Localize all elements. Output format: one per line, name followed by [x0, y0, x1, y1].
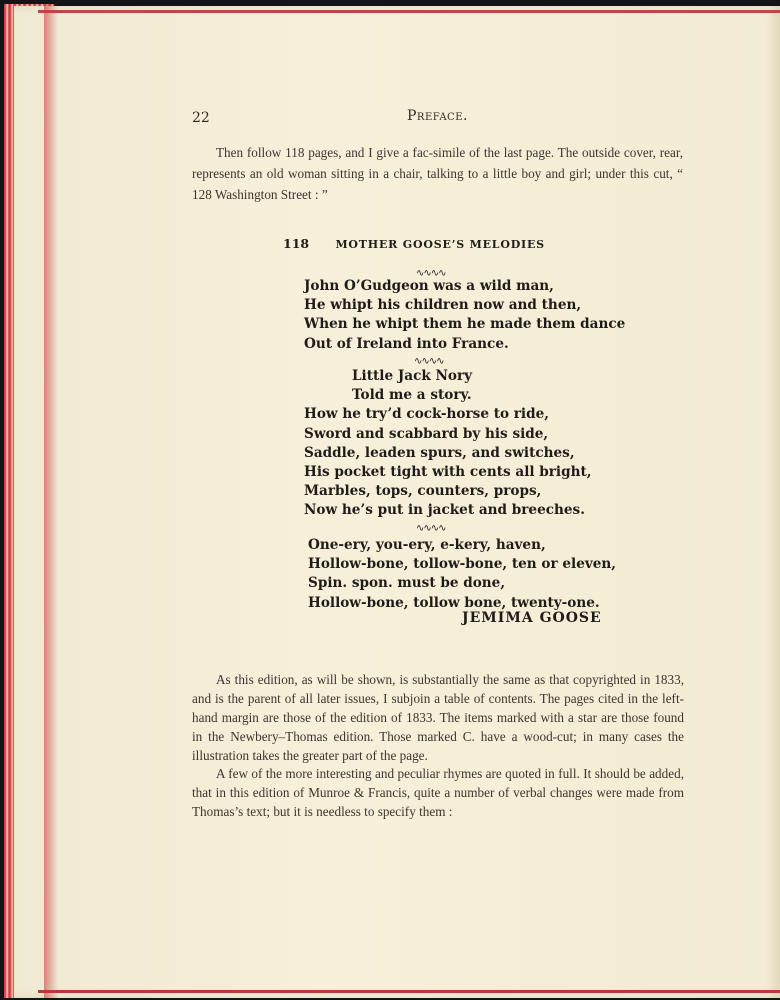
facsimile-title: MOTHER GOOSE’S MELODIES [335, 238, 545, 251]
stanza-3 [308, 536, 616, 613]
verse-line: His pocket tight with cents all bright, [304, 464, 592, 481]
running-head: Preface. [407, 108, 468, 124]
ornament: ∿∿∿∿ [416, 523, 446, 534]
signature: JEMIMA GOOSE [462, 610, 602, 626]
verse-line: Little Jack Nory [352, 368, 473, 384]
verse-line: Hollow-bone, tollow-bone, ten or eleven, [308, 556, 617, 573]
body-paragraph-1: As this edition, as will be shown, is substantially the same as that copyrighted in 1833, and is the parent of all later issues, I subjoin a table of contents. The pages cited in the left-hand margin are those of the edition of 1833. The items marked with a star are those found in the Newbery–Thomas edition. Those marked C. have a wood-cut; in many cases the illustration takes the greater part of the page. [192, 672, 684, 763]
ornament: ∿∿∿∿ [416, 268, 446, 279]
verse-line: Told me a story. [352, 387, 472, 404]
verse-line: When he whipt them he made them dance [304, 316, 626, 333]
verse-line: Saddle, leaden spurs, and switches, [304, 444, 575, 461]
verse-line: Now he’s put in jacket and breeches. [304, 502, 585, 519]
verse-line: Marbles, tops, counters, props, [304, 483, 542, 500]
verse-line: Sword and scabbard by his side, [304, 425, 549, 442]
body-paragraph-2: A few of the more interesting and peculiar rhymes are quoted in full. It should be added, that in this edition of Munroe & Francis, quite a number of verbal changes were made from Thomas’s text; but it is needless to specify them : [192, 766, 684, 819]
verse-line: John O’Gudgeon was a wild man, [304, 278, 554, 294]
verse-line: Hollow-bone, tollow bone, twenty-one. [308, 594, 600, 611]
verse-line: He whipt his children now and then, [304, 297, 582, 314]
facsimile-header [283, 236, 545, 251]
verse-line: Out of Ireland into France. [304, 335, 509, 352]
intro-paragraph: Then follow 118 pages, and I give a fac-simile of the last page. The outside cover, rear, represents an old woman sitting in a chair, talking to a little boy and girl; under this cut, “ 128 Washington Street : ” [192, 145, 683, 202]
page-number: 22 [192, 110, 210, 126]
top-edge [38, 10, 780, 13]
verse-line: How he try’d cock-horse to ride, [304, 406, 549, 423]
facsimile-page-number: 118 [283, 236, 310, 251]
page-edge-shadow [44, 4, 58, 998]
ornament: ∿∿∿∿ [414, 356, 444, 367]
stanza-1 [304, 277, 625, 354]
verse-line: Spin. spon. must be done, [308, 575, 506, 592]
stanza-2 [304, 367, 592, 521]
verse-line: One-ery, you-ery, e-kery, haven, [308, 537, 546, 553]
bottom-edge [38, 990, 780, 993]
